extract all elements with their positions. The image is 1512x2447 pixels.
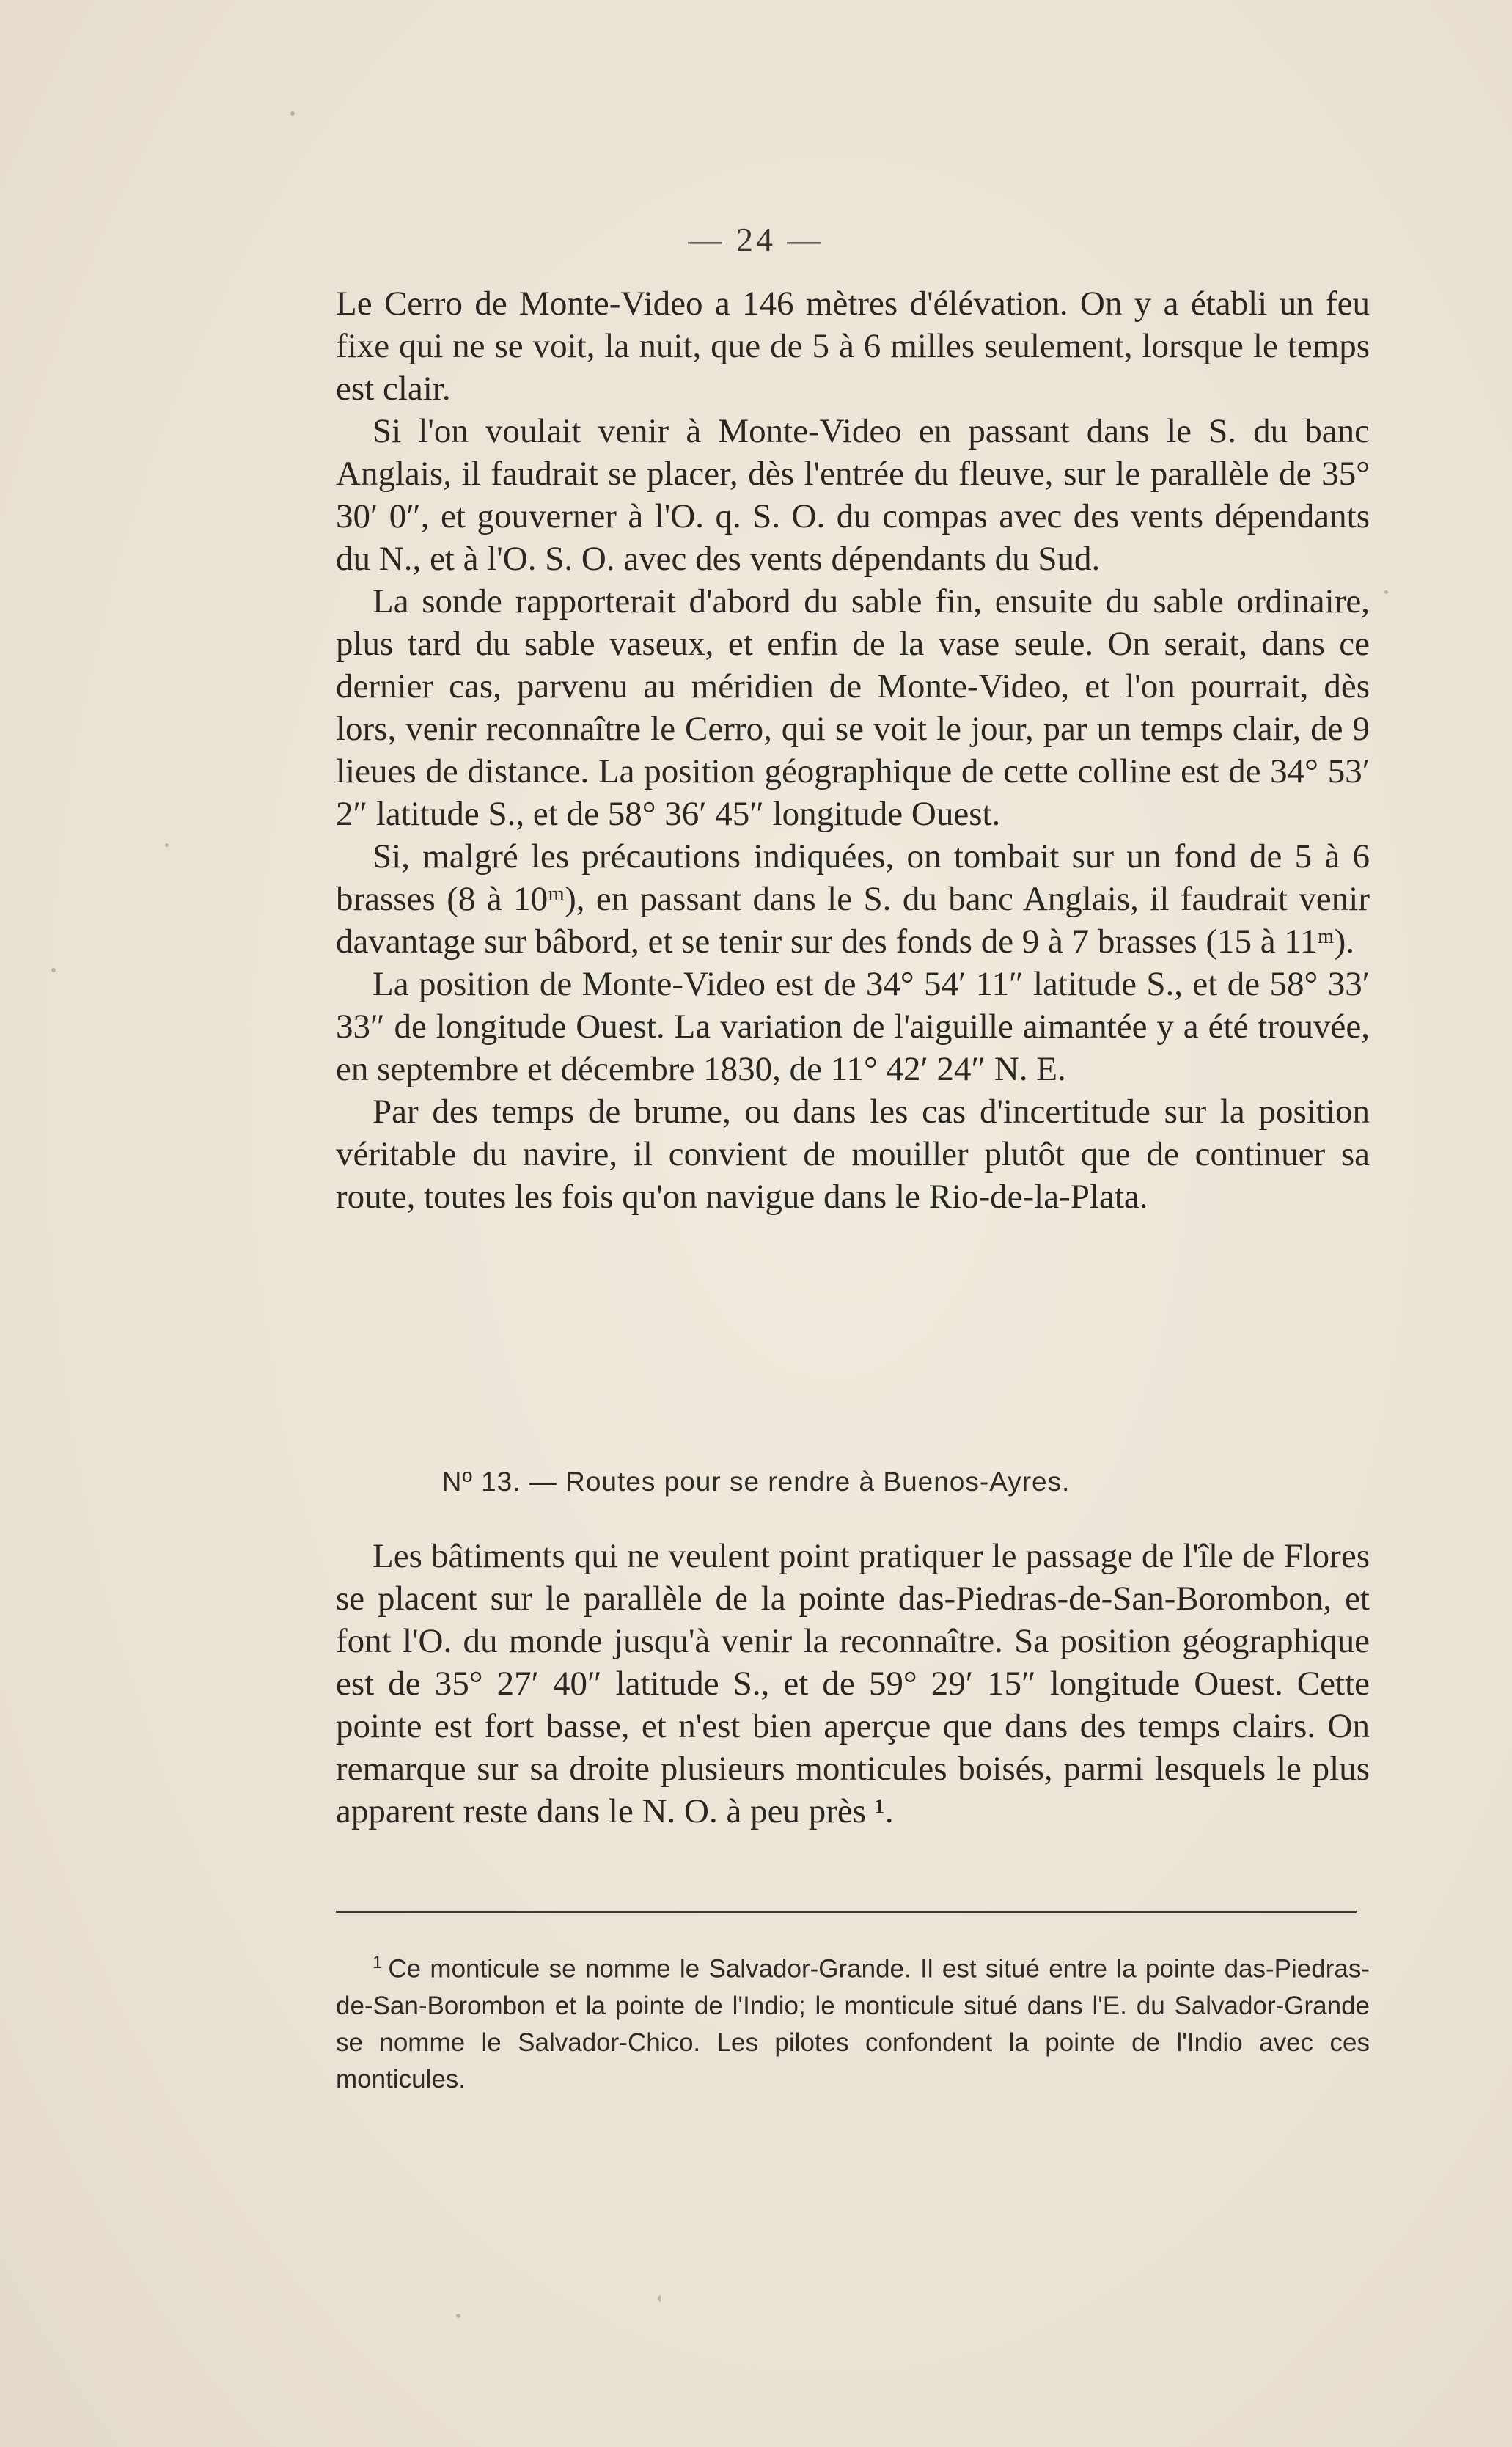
section-heading: Nº 13. — Routes pour se rendre à Buenos-Ayres. [441, 1467, 1071, 1497]
paragraph: La sonde rapporterait d'abord du sable fin, ensuite du sable ordinaire, plus tard du sable vaseux, et enfin de la vase seule. On serait, dans ce dernier cas, parvenu au méridien de Monte-Video, et l'on pourrait, dès lors, venir reconnaître le Cerro, qui se voit le jour, par un temps clair, de 9 lieues de distance. La position géographique de cette colline est de 34° 53′ 2″ latitude S., et de 58° 36′ 45″ longitude Ouest. [336, 582, 1370, 833]
paragraph: Les bâtiments qui ne veulent point pratiquer le passage de l'île de Flores se placent sur le parallèle de la pointe das-Piedras-de-San-Borombon, et font l'O. du monde jusqu'à venir la reconnaître. Sa position géographique est de 35° 27′ 40″ latitude S., et de 59° 29′ 15″ longitude Ouest. Cette pointe est fort basse, et n'est bien aperçue que dans des temps clairs. On remarque sur sa droite plusieurs monticules boisés, parmi lesquels le plus apparent reste dans le N. O. à peu près ¹. [336, 1537, 1370, 1830]
paper-speck [658, 2295, 661, 2302]
main-text-block [336, 282, 1370, 1218]
footnote [336, 1945, 1370, 2098]
footnote-text: Ce monticule se nomme le Salvador-Grande. Il est situé entre la pointe das-Piedras-de-San-Borombon et la pointe de l'Indio; le monticule situé dans l'E. du Salvador-Grande se nomme le Salvador-Chico. Les pilotes confondent la pointe de l'Indio avec ces monticules. [336, 1954, 1370, 2094]
paper-speck [456, 2314, 460, 2318]
footnote-divider [336, 1911, 1357, 1913]
page-number: — 24 — [688, 221, 824, 258]
paragraph: La position de Monte-Video est de 34° 54′ 11″ latitude S., et de 58° 33′ 33″ de longitude Ouest. La variation de l'aiguille aimantée y a été trouvée, en septembre et décembre 1830, de 11° 42′ 24″ N. E. [336, 965, 1370, 1088]
paragraph: Si l'on voulait venir à Monte-Video en passant dans le S. du banc Anglais, il faudrait se placer, dès l'entrée du fleuve, sur le parallèle de 35° 30′ 0″, et gouverner à l'O. q. S. O. du compas avec des vents dépendants du N., et à l'O. S. O. avec des vents dépendants du Sud. [336, 412, 1370, 578]
paper-speck [290, 111, 295, 116]
paragraph: Par des temps de brume, ou dans les cas d'incertitude sur la position véritable du navire, il convient de mouiller plutôt que de continuer sa route, toutes les fois qu'on navigue dans le Rio-de-la-Plata. [336, 1093, 1370, 1216]
paper-speck [165, 843, 169, 847]
section-text-block [336, 1535, 1370, 1833]
footnote-number: 1 [373, 1953, 383, 1973]
paper-speck [51, 968, 56, 972]
paragraph: Si, malgré les précautions indiquées, on tombait sur un fond de 5 à 6 brasses (8 à 10ᵐ), en passant dans le S. du banc Anglais, il faudrait venir davantage sur bâbord, et se tenir sur des fonds de 9 à 7 brasses (15 à 11ᵐ). [336, 837, 1370, 961]
paper-speck [1384, 590, 1388, 594]
paragraph: Le Cerro de Monte-Video a 146 mètres d'élévation. On y a établi un feu fixe qui ne se voit, la nuit, que de 5 à 6 milles seulement, lorsque le temps est clair. [336, 285, 1370, 408]
